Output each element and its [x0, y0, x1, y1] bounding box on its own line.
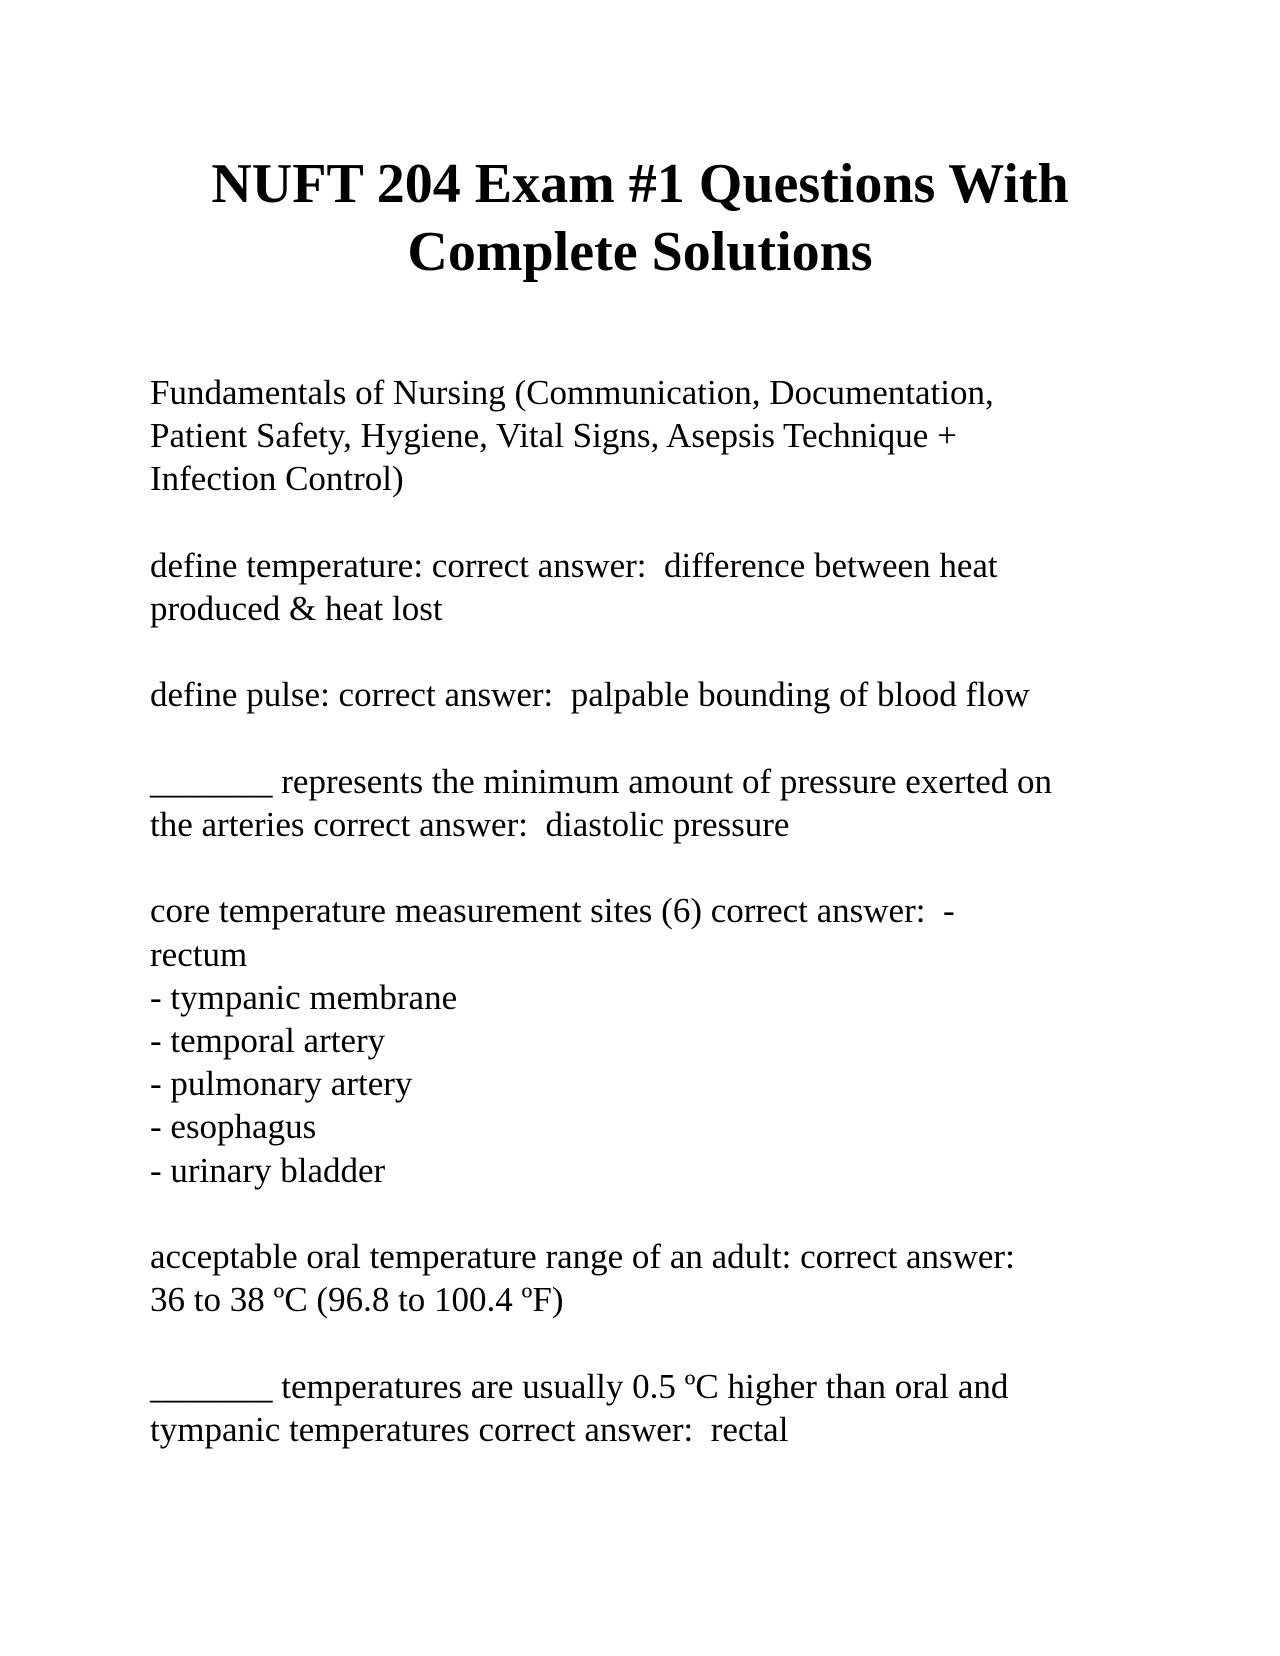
text-line: define pulse: correct answer: palpable bounding of blood flow	[150, 675, 1030, 715]
text-line: 36 to 38 ºC (96.8 to 100.4 ºF)	[150, 1280, 564, 1320]
text-line: core temperature measurement sites (6) correct answer: -	[150, 891, 955, 931]
text-line: acceptable oral temperature range of an adult: correct answer:	[150, 1236, 1015, 1276]
question-pulse-definition	[150, 673, 1150, 716]
question-temperature-definition	[150, 544, 1150, 630]
text-line: define temperature: correct answer: difference between heat	[150, 545, 998, 585]
text-line: Fundamentals of Nursing (Communication, Documentation,	[150, 373, 994, 412]
text-line: produced & heat lost	[150, 589, 443, 628]
text-line: _______ represents the minimum amount of pressure exerted on	[150, 761, 1053, 801]
intro-paragraph	[150, 371, 1150, 501]
list-item: - pulmonary artery	[150, 1064, 413, 1104]
title-line: Complete Solutions	[407, 221, 873, 283]
text-line: Infection Control)	[150, 459, 404, 499]
question-rectal-temperature	[150, 1365, 1150, 1451]
text-line: _______ temperatures are usually 0.5 ºC higher than oral and	[150, 1366, 1009, 1406]
question-core-temperature-sites	[150, 889, 1150, 1191]
list-item: - urinary bladder	[150, 1150, 386, 1190]
text-line: the arteries correct answer: diastolic pressure	[150, 804, 790, 844]
text-line: tympanic temperatures correct answer: rectal	[150, 1409, 789, 1449]
question-oral-temperature-range	[150, 1235, 1150, 1321]
list-item: - tympanic membrane	[150, 977, 458, 1017]
document-body	[150, 371, 1150, 1494]
list-item: - esophagus	[150, 1107, 317, 1147]
title-line: NUFT 204 Exam #1 Questions With	[211, 153, 1069, 215]
list-item: - temporal artery	[150, 1020, 386, 1060]
text-line: rectum	[150, 934, 248, 974]
document-title	[140, 150, 1140, 286]
question-diastolic-pressure	[150, 760, 1150, 846]
text-line: Patient Safety, Hygiene, Vital Signs, Asepsis Technique +	[150, 416, 957, 456]
